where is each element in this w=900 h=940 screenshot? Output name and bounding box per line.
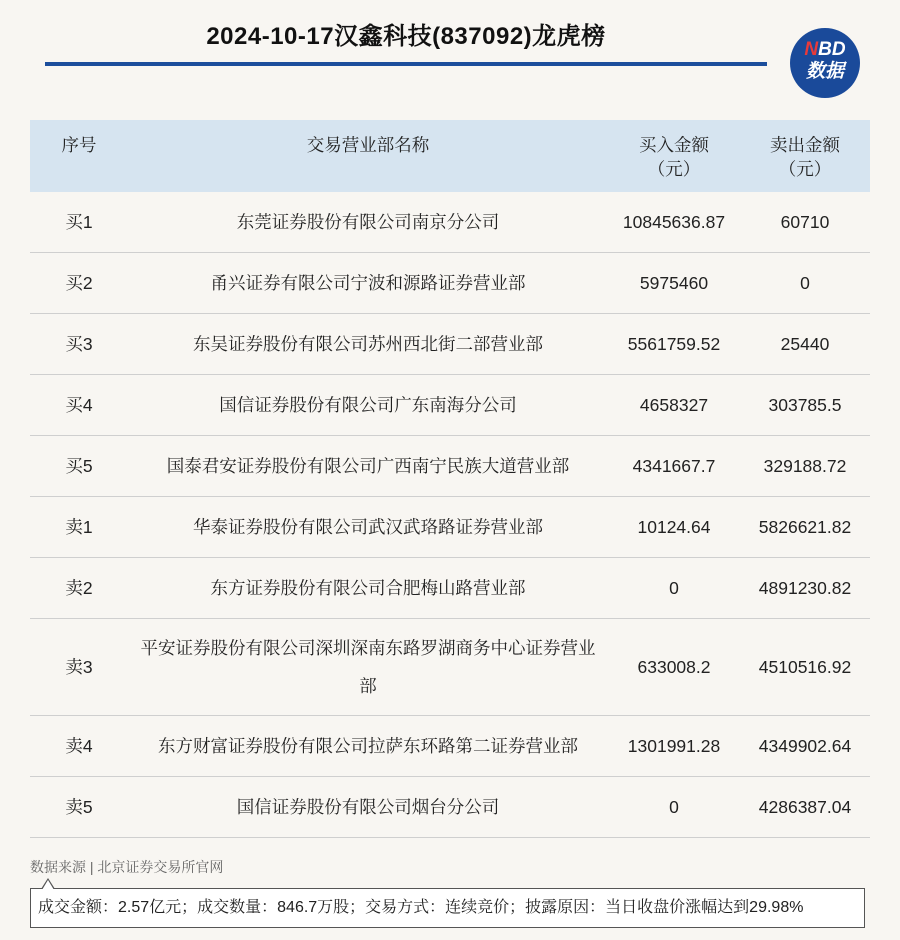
row-broker-name: 华泰证券股份有限公司武汉武珞路证券营业部 [128,497,608,558]
row-index: 卖3 [30,619,128,716]
table-row [30,497,870,558]
row-buy-amount: 1301991.28 [608,716,740,777]
row-sell-amount: 0 [740,253,870,314]
row-buy-amount: 0 [608,777,740,838]
row-sell-amount: 4286387.04 [740,777,870,838]
table-header-row [30,120,870,192]
row-buy-amount: 0 [608,558,740,619]
header-buy-label: 买入金额 [639,135,709,155]
table-row [30,436,870,497]
row-buy-amount: 4658327 [608,375,740,436]
row-broker-name: 平安证券股份有限公司深圳深南东路罗湖商务中心证券营业部 [128,619,608,716]
header-buy-unit: （元） [647,159,701,179]
row-sell-amount: 60710 [740,192,870,253]
header-sell [740,120,870,192]
header-sell-label: 卖出金额 [770,135,840,155]
row-broker-name: 东吴证券股份有限公司苏州西北街二部营业部 [128,314,608,375]
table-row [30,558,870,619]
row-sell-amount: 4891230.82 [740,558,870,619]
row-broker-name: 东莞证券股份有限公司南京分公司 [128,192,608,253]
dragon-tiger-table [30,120,870,838]
table-row [30,375,870,436]
trade-summary-note: 成交金额：2.57亿元；成交数量：846.7万股；交易方式：连续竞价；披露原因：当日收盘价涨幅达到29.98% [30,888,865,928]
row-index: 买3 [30,314,128,375]
row-index: 卖1 [30,497,128,558]
row-index: 买2 [30,253,128,314]
table-row [30,314,870,375]
data-source: 数据来源 | 北京证券交易所官网 [30,859,224,875]
row-broker-name: 东方证券股份有限公司合肥梅山路营业部 [128,558,608,619]
header-buy [608,120,740,192]
row-sell-amount: 329188.72 [740,436,870,497]
row-broker-name: 国信证券股份有限公司烟台分公司 [128,777,608,838]
header-sell-unit: （元） [778,159,832,179]
title-underline [45,62,767,66]
row-index: 买1 [30,192,128,253]
row-buy-amount: 4341667.7 [608,436,740,497]
row-buy-amount: 633008.2 [608,619,740,716]
header-index: 序号 [61,135,97,155]
table-row [30,716,870,777]
logo-letter-n: N [804,39,819,60]
row-sell-amount: 303785.5 [740,375,870,436]
row-sell-amount: 5826621.82 [740,497,870,558]
logo-letters-bd: BD [818,39,846,60]
row-index: 买4 [30,375,128,436]
row-index: 卖5 [30,777,128,838]
row-sell-amount: 4510516.92 [740,619,870,716]
table-row [30,777,870,838]
table-row [30,253,870,314]
table-row [30,619,870,716]
row-buy-amount: 5975460 [608,253,740,314]
header-name: 交易营业部名称 [306,135,430,155]
logo-text-data: 数据 [805,61,844,82]
table-row [30,192,870,253]
row-sell-amount: 4349902.64 [740,716,870,777]
row-broker-name: 东方财富证券股份有限公司拉萨东环路第二证券营业部 [128,716,608,777]
row-buy-amount: 10845636.87 [608,192,740,253]
nbd-logo [790,28,860,98]
page-title: 2024-10-17汉鑫科技(837092)龙虎榜 [206,23,606,50]
row-buy-amount: 5561759.52 [608,314,740,375]
row-broker-name: 国泰君安证券股份有限公司广西南宁民族大道营业部 [128,436,608,497]
row-index: 卖4 [30,716,128,777]
row-sell-amount: 25440 [740,314,870,375]
row-buy-amount: 10124.64 [608,497,740,558]
row-broker-name: 甬兴证券有限公司宁波和源路证券营业部 [128,253,608,314]
row-index: 卖2 [30,558,128,619]
row-index: 买5 [30,436,128,497]
row-broker-name: 国信证券股份有限公司广东南海分公司 [128,375,608,436]
